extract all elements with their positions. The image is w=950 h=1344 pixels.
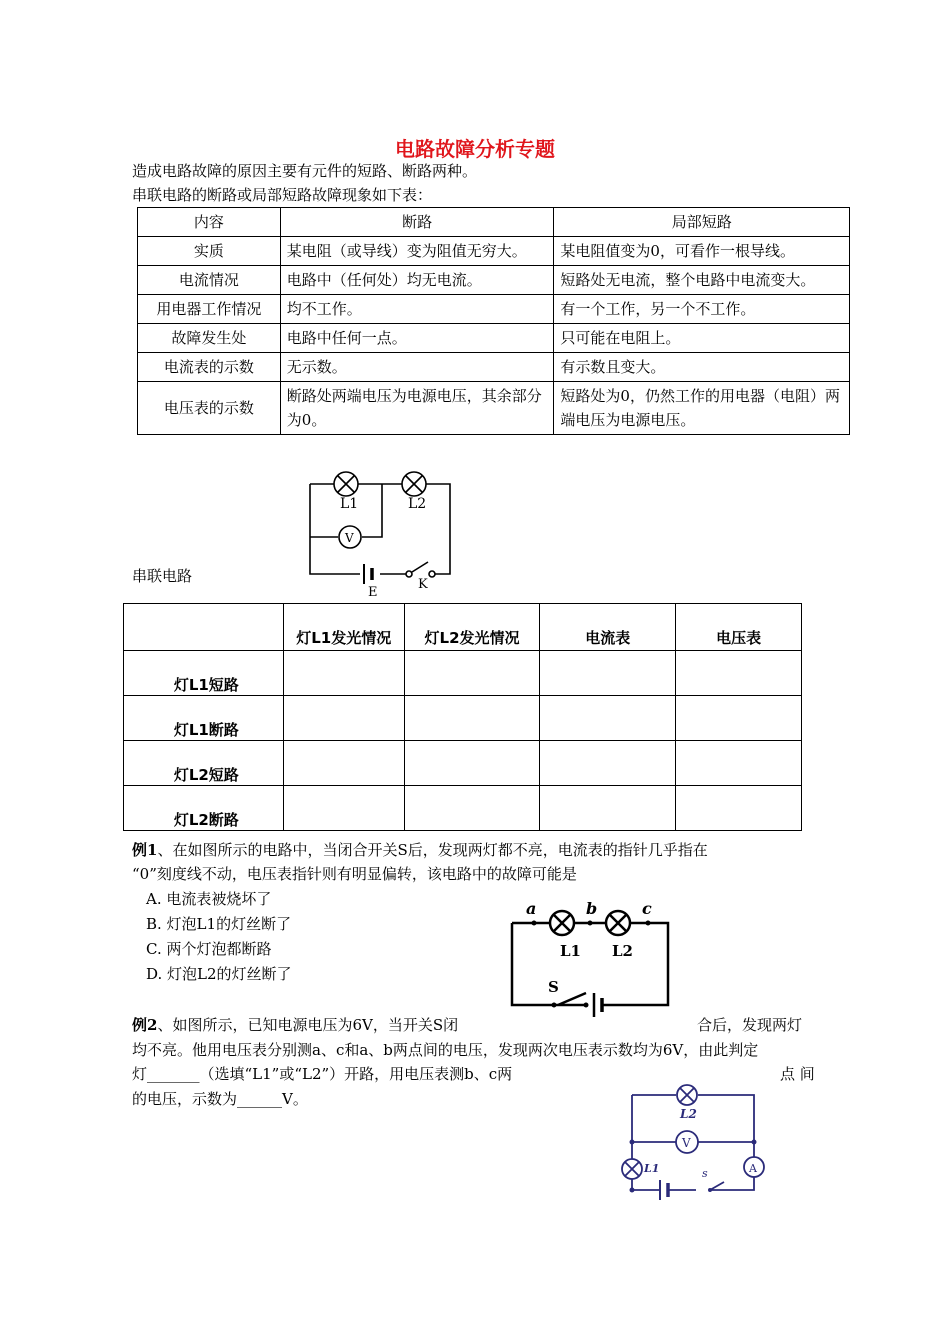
table1-cell: 某电阻（或导线）变为阻值无穷大。 [280,237,554,266]
table2-row-label: 灯L2断路 [124,786,284,831]
table1-row-label: 实质 [138,237,281,266]
table2-header-voltmeter: 电压表 [676,604,802,651]
series-circuit-diagram [300,468,470,598]
table1-cell: 只可能在电阻上。 [554,324,850,353]
answer-cell[interactable] [676,651,802,696]
switch-label: s [702,1167,708,1180]
point-a-label: a [526,899,537,918]
table2-row-label: 灯L2短路 [124,741,284,786]
table1-row-label: 电流情况 [138,266,281,295]
label-k: K [418,577,428,592]
table2-header-empty [124,604,284,651]
answer-cell[interactable] [404,786,540,831]
table1-row-label: 电压表的示数 [138,382,281,435]
table1-cell: 短路处无电流，整个电路中电流变大。 [554,266,850,295]
answer-cell[interactable] [404,651,540,696]
example2-line-2: 均不亮。他用电压表分别测a、c和a、b两点间的电压，发现两次电压表示数均为6V，由此判定 [132,1041,759,1059]
example1-label: 例1 [132,841,158,859]
example2-line-4: 的电压，示数为______V。 [132,1090,308,1108]
example1-text-1: 、在如图所示的电路中，当闭合开关S后，发现两灯都不亮，电流表的指针几乎指在 [157,841,708,859]
table2-header-l2: 灯L2发光情况 [404,604,540,651]
fault-comparison-table [137,207,850,435]
answer-cell[interactable] [540,696,676,741]
intro-line-1: 造成电路故障的原因主要有元件的短路、断路两种。 [132,162,478,180]
example2-line-3a: 灯_______（选填“L1”或“L2”）开路，用电压表测b、c两 [132,1065,513,1083]
answer-cell[interactable] [676,696,802,741]
answer-cell[interactable] [283,651,404,696]
switch-s-label: S [548,978,559,996]
table1-header-content: 内容 [138,208,281,237]
example2-circuit-diagram [620,1084,770,1204]
table1-cell: 某电阻值变为0，可看作一根导线。 [554,237,850,266]
label-l2: L2 [408,496,427,512]
switch-k-icon [412,562,428,572]
example2-line-3b: 点 间 [780,1065,815,1083]
example1-circuit-diagram [510,900,680,1010]
table1-header-open: 断路 [280,208,554,237]
point-b-label: b [586,899,598,918]
label-e: E [368,585,378,600]
fault-analysis-table [123,603,802,831]
table1-cell: 有示数且变大。 [554,353,850,382]
answer-cell[interactable] [404,741,540,786]
table2-row-label: 灯L1断路 [124,696,284,741]
ammeter-label: A [749,1162,757,1175]
table1-cell: 短路处为0，仍然工作的用电器（电阻）两端电压为电源电压。 [554,382,850,435]
answer-cell[interactable] [540,786,676,831]
answer-cell[interactable] [540,741,676,786]
example2-line-1b: 合后，发现两灯 [697,1016,803,1034]
option-d[interactable]: D. 灯泡L2的灯丝断了 [146,965,292,983]
table2-header-ammeter: 电流表 [540,604,676,651]
point-c-label: c [642,899,652,918]
example2-text-1a: 、如图所示，已知电源电压为6V，当开关S闭 [157,1016,459,1034]
voltmeter-label: V [682,1136,691,1150]
example1-line-2: “0”刻度线不动，电压表指针则有明显偏转，该电路中的故障可能是 [132,865,577,883]
table1-row-label: 故障发生处 [138,324,281,353]
lamp-l1-label: L1 [644,1162,660,1175]
page-title: 电路故障分析专题 [395,137,555,161]
answer-cell[interactable] [676,786,802,831]
example1-line-1 [132,839,708,860]
table1-cell: 均不工作。 [280,295,554,324]
option-a[interactable]: A. 电流表被烧坏了 [146,890,272,908]
table1-row-label: 用电器工作情况 [138,295,281,324]
table2-row-label: 灯L1短路 [124,651,284,696]
table1-header-short: 局部短路 [554,208,850,237]
label-l1: L1 [340,496,359,512]
answer-cell[interactable] [283,696,404,741]
table1-cell: 断路处两端电压为电源电压，其余部分为0。 [280,382,554,435]
example2-line-1a [132,1014,458,1035]
table1-cell: 电路中（任何处）均无电流。 [280,266,554,295]
label-v: V [345,531,354,545]
lamp-l2-label: L2 [680,1107,697,1121]
circuit1-caption: 串联电路 [132,567,193,585]
table1-row-label: 电流表的示数 [138,353,281,382]
answer-cell[interactable] [676,741,802,786]
answer-cell[interactable] [540,651,676,696]
answer-cell[interactable] [404,696,540,741]
intro-line-2: 串联电路的断路或局部短路故障现象如下表： [132,186,433,204]
table1-cell: 有一个工作，另一个不工作。 [554,295,850,324]
lamp-l1-label: L1 [560,942,581,960]
table2-header-l1: 灯L1发光情况 [283,604,404,651]
answer-cell[interactable] [283,741,404,786]
answer-cell[interactable] [283,786,404,831]
option-c[interactable]: C. 两个灯泡都断路 [146,940,272,958]
lamp-l2-label: L2 [612,942,633,960]
example2-label: 例2 [132,1016,158,1034]
table1-cell: 无示数。 [280,353,554,382]
option-b[interactable]: B. 灯泡L1的灯丝断了 [146,915,292,933]
table1-cell: 电路中任何一点。 [280,324,554,353]
